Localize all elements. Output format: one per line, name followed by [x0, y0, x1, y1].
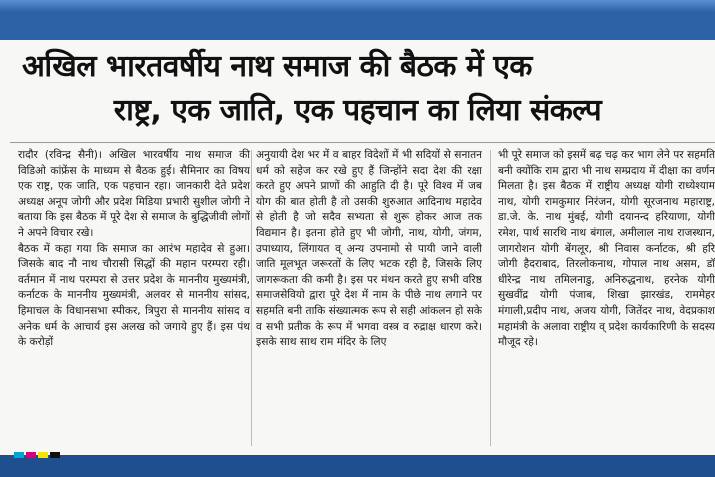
headline-line-2: राष्ट्र, एक जाति, एक पहचान का लिया संकल्प [113, 93, 602, 128]
column-1-paragraph-1: रादौर (रविन्द्र सैनी)। अखिल भारवर्षीय नाथ समाज की विडिओ कांफ्रेंस के माध्यम से बैठक हुई। सैमिनार का विषय एक राष्ट्र, एक जाति, एक पहचान रहा। जानकारी देते प्रदेश अध्यक्ष अनूप जोगी और प्रदेश मिडिया प्रभारी सुशील जोगी ने बताया कि इस बैठक में पूरे देश से समाज के बुद्धिजीवी लोगों ने अपने विचार रखे। [18, 149, 250, 239]
article-column-3 [498, 148, 715, 448]
headline-line-1: अखिल भारतवर्षीय नाथ समाज की बैठक में एक [22, 49, 532, 84]
headline-divider [10, 142, 715, 143]
yellow-mark [38, 452, 48, 458]
column-2-paragraph-1: अनुयायी देश भर में व बाहर विदेशों में भी सदियों से सनातन धर्म को सहेज कर रखे हुए हैं जिन्होंने सदा देश की रक्षा करते हुए अपने प्राणों की आहुति दी है। पूरे विश्व में जब योग की बात होती है तो उसकी शुरुआत आदिनाथ महादेव से होती है जो सदैव सभ्यता से शुरू होकर आज तक विद्यमान है। इतना होते हुए भी जोगी, नाथ, योगी, जंगम, उपाध्याय, लिंगायत व् अन्य उपनामो से पायी जाने वाली जाति मूलभूत जरूरतों के लिए भटक रही है, जिसके लिए जागरूकता की कमी है। इस पर मंथन करते हुए सभी वरिष्ठ समाजसेवियो द्वारा पूरे देश में नाम के पीछे नाथ लगाने पर सहमति बनी ताकि संख्यात्मक रूप से सही आंकलन हो सके व सभी प्रतीक के रूप में भगवा वस्त्र व रुद्राक्ष धारण करे। इसके साथ साथ राम मंदिर के लिए [256, 149, 482, 349]
article-column-1 [18, 148, 250, 448]
article-column-2 [256, 148, 482, 448]
print-color-marks [14, 452, 62, 458]
cyan-mark [14, 452, 24, 458]
column-separator [490, 150, 491, 446]
top-blue-band [0, 0, 715, 40]
black-mark [50, 452, 60, 458]
bottom-blue-band [0, 455, 715, 477]
magenta-mark [26, 452, 36, 458]
column-separator [251, 150, 252, 446]
column-1-paragraph-2: बैठक में कहा गया कि समाज का आरंभ महादेव से हुआ।जिसके बाद नौ नाथ चौरासी सिद्धों की महान परम्परा रही। वर्तमान में नाथ परम्परा से उत्तर प्रदेश के माननीय मुख्यमंत्री, कर्नाटक के माननीय मुख्यमंत्री, अलवर से माननीय सांसद, हिमाचल के विधानसभा स्पीकर, त्रिपुरा से माननीय सांसद व अनेक धर्म के आचार्य इस अलख को जगाये हुए हैं। इस पंथ के करोड़ों [18, 242, 250, 349]
column-3-paragraph-1: भी पूरे समाज को इसमें बढ़ चढ़ कर भाग लेने पर सहमति बनी क्योंकि राम द्वारा भी नाथ सम्प्रदाय में दीक्षा का वर्णन मिलता है। इस बैठक में राष्ट्रीय अध्यक्ष योगी राध्येश्याम नाथ, योगी रामकुमार निरंजन, योगी सूरजनाथ महाराष्ट्र, डा.जे. के. नाथ मुंबई, योगी दयानन्द हरियाणा, योगी रमेश, पार्थ सारथि नाथ बंगाल, अमीलाल नाथ राजस्थान, जागरोशन योगी बेंगलूर, श्री निवास कर्नाटक, श्री हरि जोगी हैदराबाद, तिरलोकनाथ, गोपाल नाथ असम, डॉ धीरेन्द्र नाथ तमिलनाडु, अनिरुद्धनाथ, हरनेक योगी सुखवींद्र योगी पंजाब, शिखा झारखंड, राममेहर मंगाली,प्रदीप नाथ, अजय योगी, जितेंदर नाथ, वेदप्रकाश महामंत्री के अलावा राष्ट्रीय व् प्रदेश कार्यकारिणी के सदस्य मौजूद रहे। [498, 149, 715, 349]
